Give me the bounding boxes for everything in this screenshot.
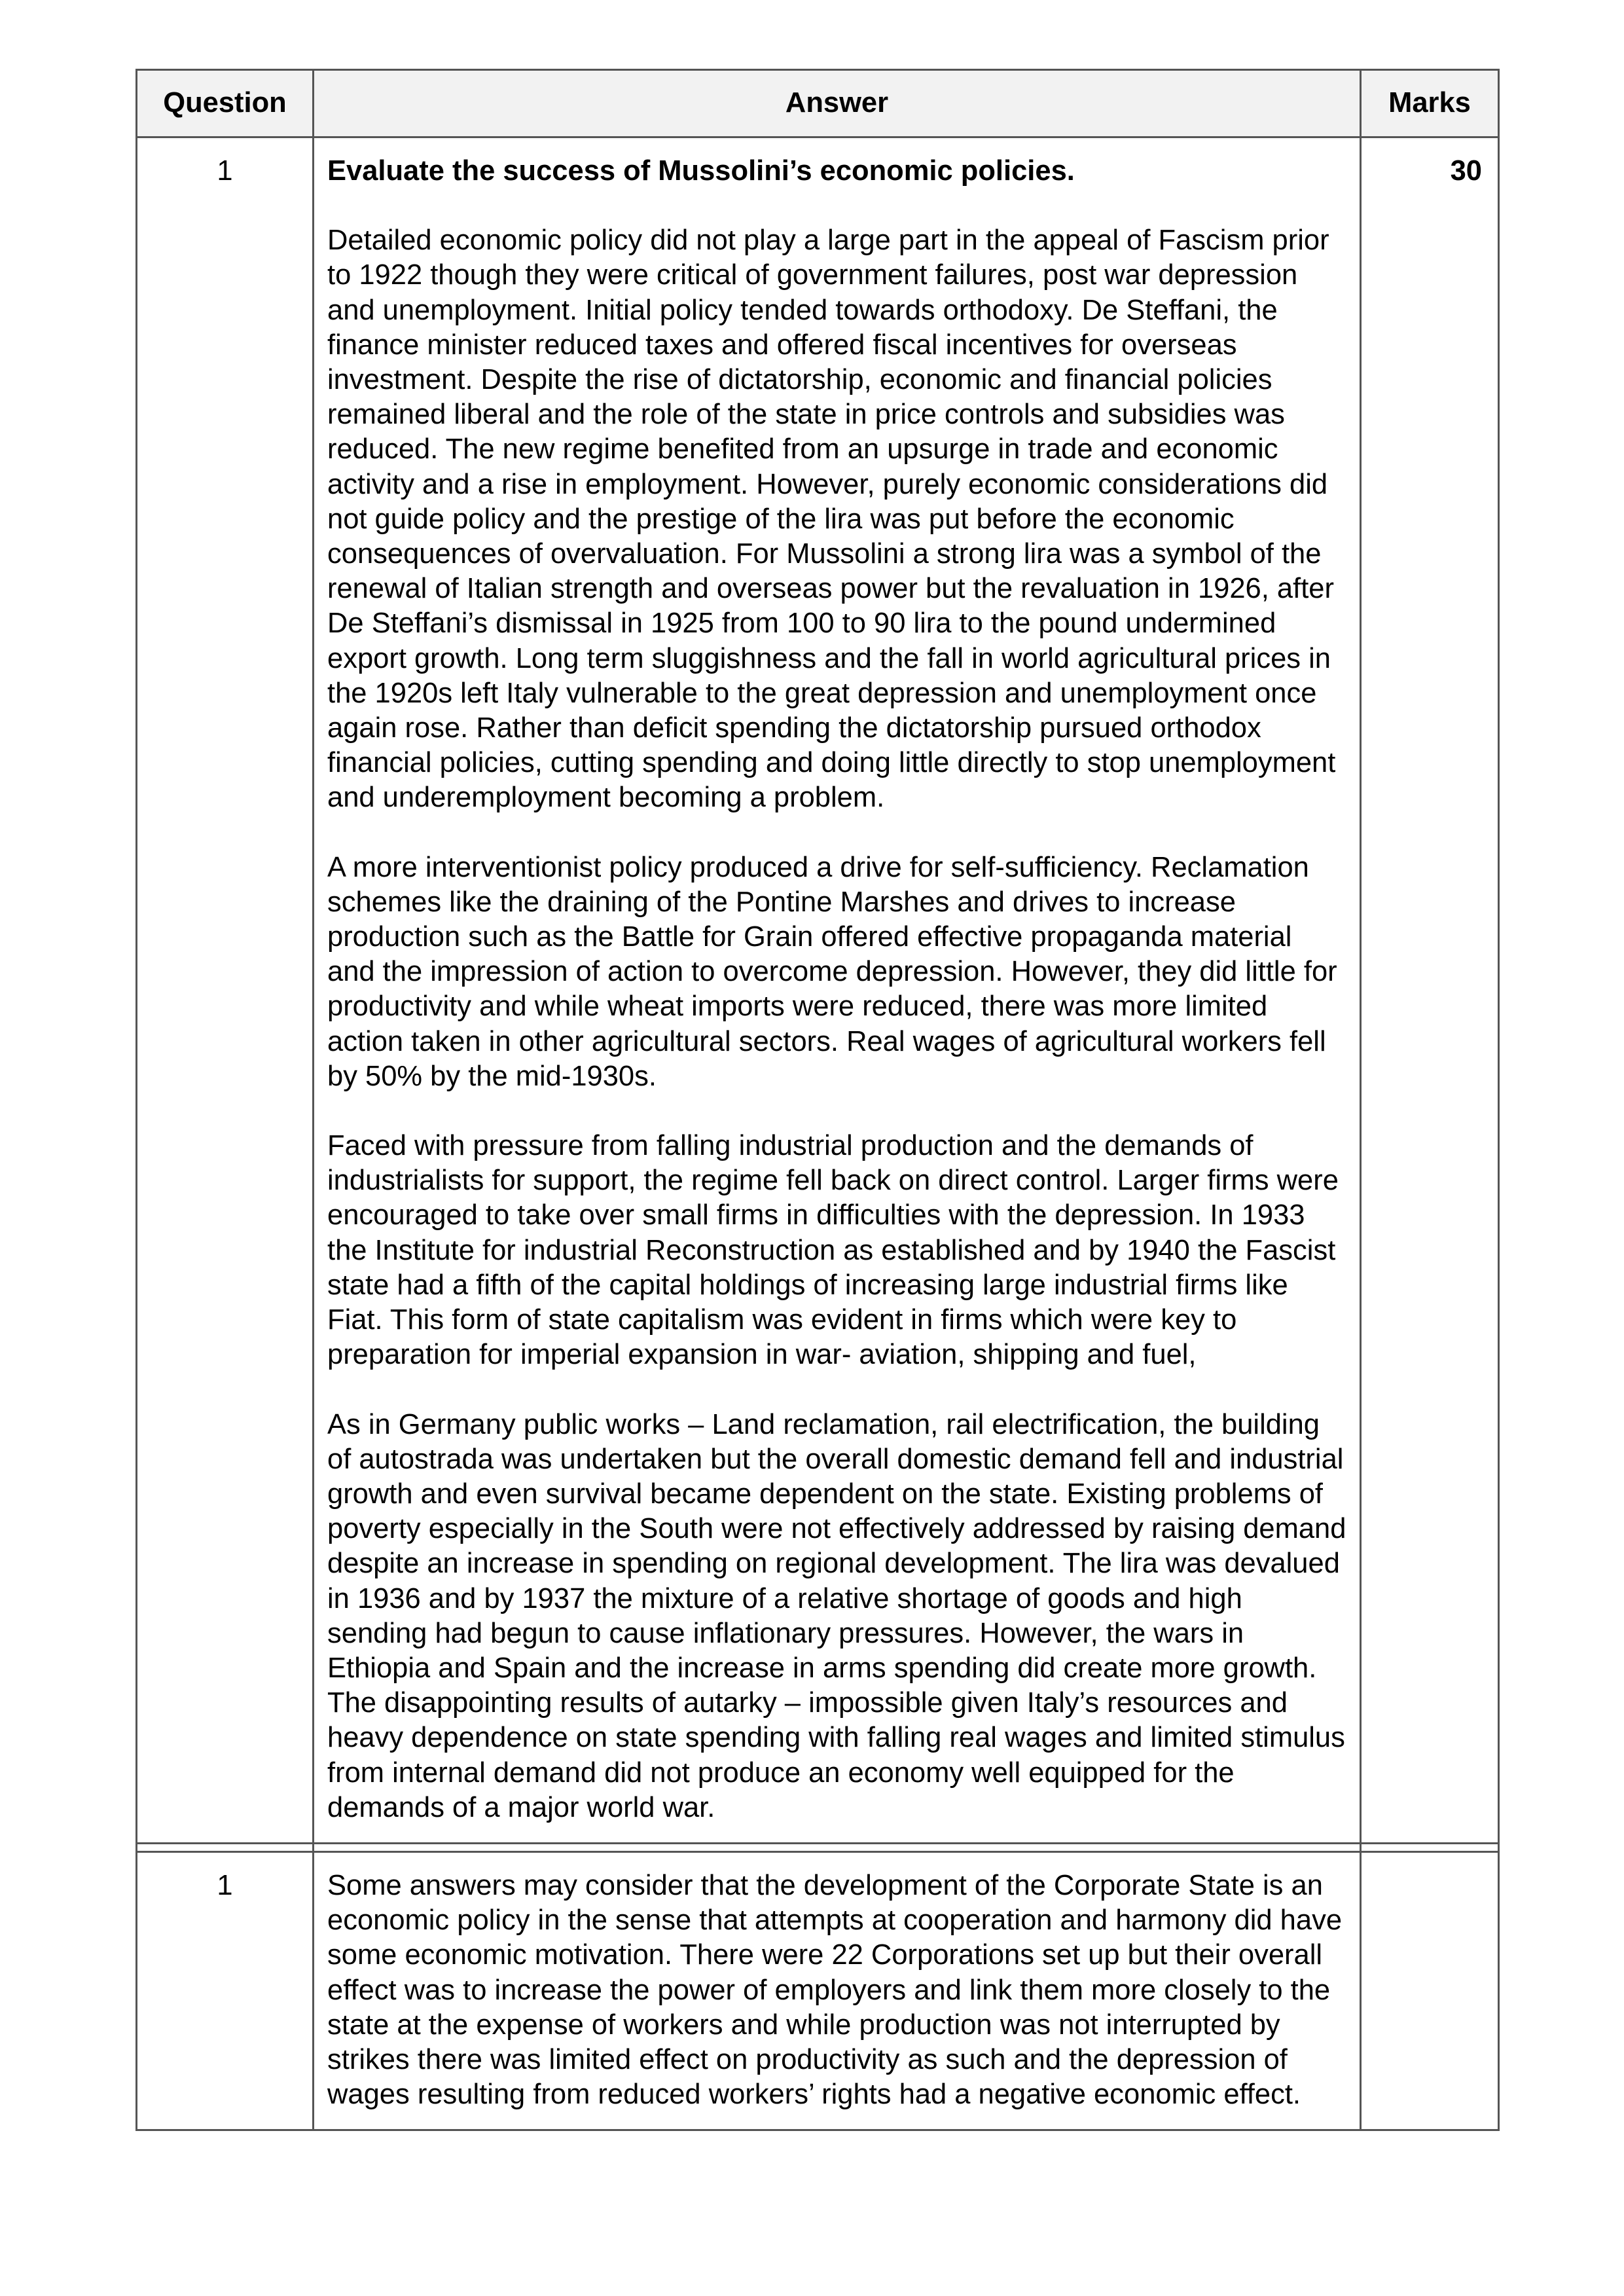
- marks-value: 30: [1361, 137, 1499, 1844]
- question-number: 1: [137, 1851, 314, 2130]
- answer-cell: [314, 1851, 1361, 2130]
- table-row: [137, 1851, 1499, 2130]
- question-number: 1: [137, 137, 314, 1844]
- answer-paragraph: A more interventionist policy produced a drive for self-sufficiency. Reclamation schemes like the draining of the Pontine Marshes and drives to increase production such as the Battle for Grain offered effective propaganda material and the impression of action to overcome depression. However, they did little for productivity and while wheat imports were reduced, there was more limited action taken in other agricultural sectors. Real wages of agricultural workers fell by 50% by the mid-1930s.: [327, 851, 1337, 1092]
- header-question: Question: [137, 70, 314, 137]
- header-row: [137, 70, 1499, 137]
- answer-cell: [314, 137, 1361, 1844]
- answer-paragraph: Some answers may consider that the development of the Corporate State is an economic policy in the sense that attempts at cooperation and harmony did have some economic motivation. There were 22 Corporations set up but their overall effect was to increase the power of employers and link them more closely to the state at the expense of workers and while production was not interrupted by strikes there was limited effect on productivity as such and the depression of wages resulting from reduced workers’ rights had a negative economic effect.: [327, 1869, 1343, 2111]
- header-marks: Marks: [1361, 70, 1499, 137]
- row-separator: [137, 1843, 1499, 1851]
- marks-value: [1361, 1851, 1499, 2130]
- mark-scheme-table: [135, 69, 1500, 2131]
- answer-paragraph: Detailed economic policy did not play a large part in the appeal of Fascism prior to 1922 though they were critical of government failures, post war depression and unemployment. Initial policy tended towards orthodoxy. De Steffani, the finance minister reduced taxes and offered fiscal incentives for overseas investment. Despite the rise of dictatorship, economic and financial policies remained liberal and the role of the state in price controls and subsidies was reduced. The new regime benefited from an upsurge in trade and economic activity and a rise in employment. However, purely economic considerations did not guide policy and the prestige of the lira was put before the economic consequences of overvaluation. For Mussolini a strong lira was a symbol of the renewal of Italian strength and overseas power but the revaluation in 1926, after De Steffani’s dismissal in 1925 from 100 to 90 lira to the pound undermined export growth. Long term sluggishness and the fall in world agricultural prices in the 1920s left Italy vulnerable to the great depression and unemployment once again rose. Rather than deficit spending the dictatorship pursued orthodox financial policies, cutting spending and doing little directly to stop unemployment and underemployment becoming a problem.: [327, 225, 1336, 814]
- answer-paragraph: Faced with pressure from falling industrial production and the demands of industrialists for support, the regime fell back on direct control. Larger firms were encouraged to take over small firms in difficulties with the depression. In 1933 the Institute for industrial Reconstruction as established and by 1940 the Fascist state had a fifth of the capital holdings of increasing large industrial firms like Fiat. This form of state capitalism was evident in firms which were key to preparation for imperial expansion in war- aviation, shipping and fuel,: [327, 1130, 1339, 1371]
- answer-paragraph: As in Germany public works – Land reclamation, rail electrification, the building of autostrada was undertaken but the overall domestic demand fell and industrial growth and even survival became dependent on the state. Existing problems of poverty especially in the South were not effectively addressed by raising demand despite an increase in spending on regional development. The lira was devalued in 1936 and by 1937 the mixture of a relative shortage of goods and high sending had begun to cause inflationary pressures. However, the wars in Ethiopia and Spain and the increase in arms spending did create more growth. The disappointing results of autarky – impossible given Italy’s resources and heavy dependence on state spending with falling real wages and limited stimulus from internal demand did not produce an economy well equipped for the demands of a major world war.: [327, 1408, 1346, 1823]
- header-answer: Answer: [314, 70, 1361, 137]
- question-title: Evaluate the success of Mussolini’s economic policies.: [327, 155, 1075, 187]
- table-row: [137, 137, 1499, 1844]
